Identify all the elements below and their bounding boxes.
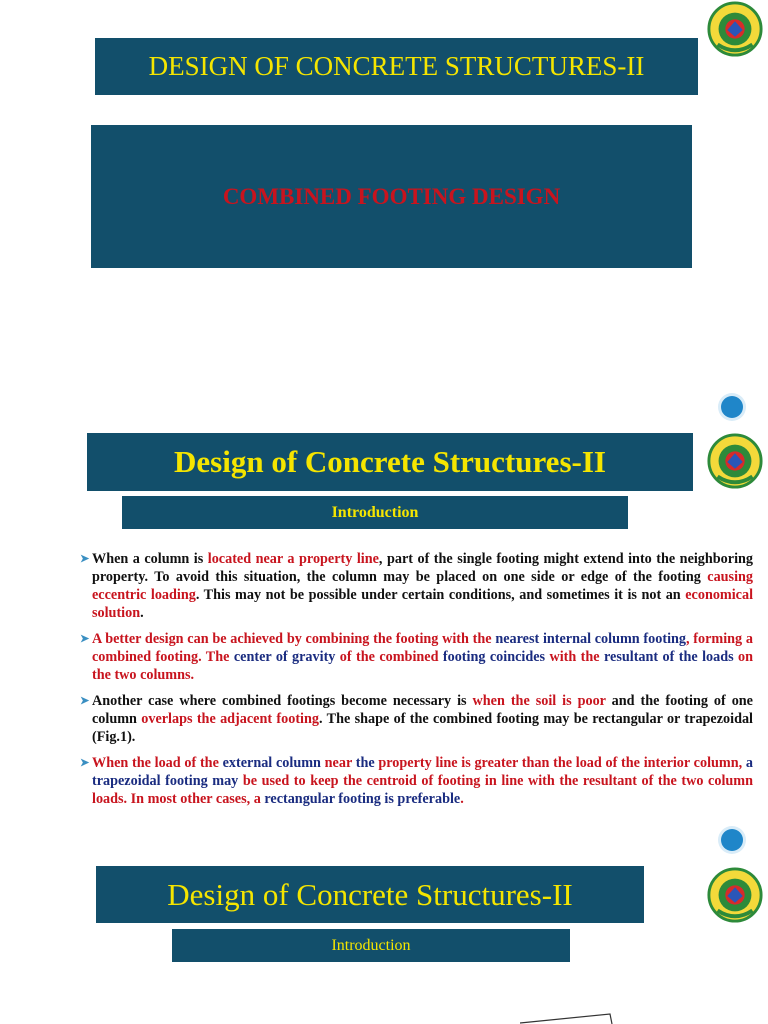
slide1-title: DESIGN OF CONCRETE STRUCTURES-II <box>148 51 645 81</box>
bullet-text-run: , part of the single footing might extend into the neighboring property. To avoid this situation, the column may be placed on one side or edge of the footing <box>92 551 753 585</box>
slide3-title: Design of Concrete Structures-II <box>167 876 573 912</box>
bullet-text-run: . This may not be possible under certain conditions, and sometimes it is not an <box>195 587 686 603</box>
bullet-arrow-icon: ➤ <box>80 553 90 565</box>
bullet-text-run: When the load of the <box>92 755 223 771</box>
bullet-text-run: A better design can be achieved by combining the footing with the <box>92 631 496 647</box>
bullet-arrow-icon: ➤ <box>80 695 90 707</box>
bullet-text-run: , forming a combined footing. The <box>92 631 753 665</box>
slide3-section: Introduction <box>331 936 411 954</box>
bullet-text-run: a trapezoidal footing may <box>92 755 753 789</box>
bullet-text-run: and the footing of one column <box>92 693 753 727</box>
bullet-text-run: located near a property line <box>207 551 379 567</box>
bullet-item <box>80 692 753 746</box>
bullet-text-run: . <box>140 605 144 621</box>
bullet-text-run: causing eccentric loading <box>92 569 753 603</box>
slide1-subtitle-box <box>91 125 692 268</box>
slide3-title-bar <box>96 866 644 923</box>
slide1-title-bar <box>95 38 698 95</box>
bullet-text-run: of the combined <box>335 649 443 665</box>
slide2-section-bar <box>122 496 628 529</box>
bullet-text-run: rectangular footing is preferable <box>264 791 461 807</box>
bullet-text-run: the <box>355 755 375 771</box>
slide3-section-bar <box>172 929 570 962</box>
bullet-text-run: property line is greater than the load of the interior column, <box>374 755 746 771</box>
slide2-section: Introduction <box>331 503 419 521</box>
blue-dot-icon <box>721 829 743 851</box>
slide1-subtitle: COMBINED FOOTING DESIGN <box>222 183 561 209</box>
blue-dot-icon <box>721 396 743 418</box>
bullet-text-run: with the <box>545 649 604 665</box>
bullet-text-run: when the soil is poor <box>472 693 606 709</box>
footing-sketch-figure <box>520 1010 620 1024</box>
bullet-text-run: on the two columns. <box>92 649 754 683</box>
bullet-arrow-icon: ➤ <box>80 757 90 769</box>
bullet-text-run: . <box>460 791 464 807</box>
bullet-item <box>80 550 753 622</box>
bullet-arrow-icon: ➤ <box>80 633 90 645</box>
bullet-text-run: center of gravity <box>233 649 336 665</box>
bullet-text-run: nearest internal column footing <box>495 631 686 647</box>
bullet-text-run: economical solution <box>92 587 754 621</box>
bullet-text-run: Another case where combined footings become necessary is <box>92 693 473 709</box>
bullet-item <box>80 630 753 684</box>
bullet-text-run: overlaps the adjacent footing <box>141 711 319 727</box>
bullet-text-run: be used to keep the centroid of footing in line with the resultant of the two column loads. In most other cases, a <box>92 773 753 807</box>
bullet-item <box>80 754 753 808</box>
bullet-text-run: resultant of the loads <box>604 649 734 665</box>
slide2-title: Design of Concrete Structures-II <box>174 444 606 479</box>
slide2-title-bar <box>87 433 693 491</box>
bullet-text-run: When a column is <box>92 551 208 567</box>
university-emblem-icon <box>706 866 764 924</box>
bullet-text-run: . The shape of the combined footing may be rectangular or trapezoidal (Fig.1). <box>92 711 753 745</box>
university-emblem-icon <box>706 432 764 490</box>
bullet-text-run: near <box>320 755 356 771</box>
bullet-text-run: external column <box>222 755 321 771</box>
bullet-text-run: footing coincides <box>442 649 546 665</box>
university-emblem-icon <box>706 0 764 58</box>
bullet-list <box>80 550 753 816</box>
